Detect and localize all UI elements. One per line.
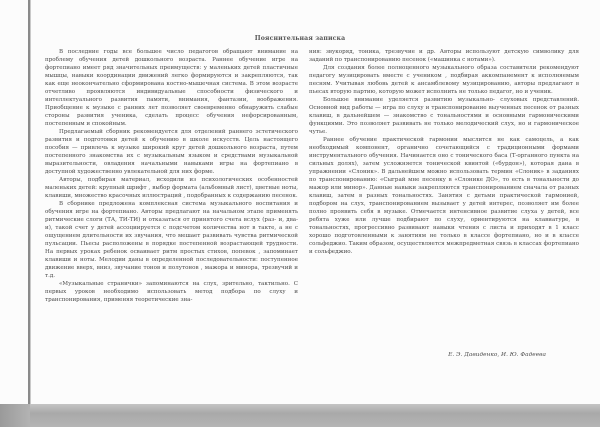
page-title: Пояснительная записка: [254, 35, 346, 42]
author-signature: Е. Э. Давиденко, И. Ю. Фадеева: [448, 352, 546, 358]
paragraph: Большое внимание уделяется развитию музыкально- слуховых представлений. Основной вид работы — игра по слуху и транспонирование выученных песенок от разных клавиш, в дальнейшем — знакомство с тональностями и основными гармоническими функциями. Это позволяет развивать не только мелодический слух, но и гармоническое чутье.: [309, 97, 579, 135]
paragraph: «Музыкальные странички» запоминаются на слух, зрительно, тактильно. С первых уроков необходимо использовать метод подбора по слуху и транспонирования, применяя теоретические зна-: [45, 281, 298, 303]
paragraph: В последние годы все большее число педагогов обращают внимание на проблему обучения детей дошкольного возраста. Раннее обучение игре на фортепиано имеет ряд значительных преимуществ: у маленьких детей пластичные мышцы, навыки координации движений легко формируются и закрепляются, так как еще неокончательно сформирована костно-мышечная система. В этом возрасте отчетливо проявляются индивидуальные способности физического и интеллектуального развития памяти, внимания, фантазии, воображения. Приобщение к музыке с ранних лет позволяет своевременно обнаружить слабые стороны развития ученика, сделать процесс обучения нефорсированным, постепенным и спокойным.: [45, 49, 298, 127]
paragraph: В сборнике предложена комплексная система музыкального воспитания и обучения игре на фортепиано. Авторы предлагают на начальном этапе применять ритмические слоги (ТА, ТИ-ТИ) и отказаться от принятого счета вслух (раз- и, два- и), такой счет у детей ассоциируется с подсчетом количества нот в такте, а не с ощущением длительности их звучания, что мешает развивать чувства ритмической пульсации. Пьесы расположены в порядке постепенной возрастающей трудности. На первых уроках ребенок осваивает ритм простых стихов, попевок , запоминает клавиши и ноты. Мелодии даны в определенной последовательности: поступенное движение вверх, вниз, звучание тонов и полутонов , мажора и минора, трезвучий и т.д.: [45, 201, 298, 279]
paragraph: Авторы, подбирая материал, исходили из психологических особенностей маленьких детей: крупный шрифт , выбор формата (альбомный лист), цветные ноты, клавиши, множество красочных иллюстраций , подобранных к содержанию песенок.: [45, 177, 298, 199]
book-spine-shadow: [30, 0, 31, 410]
right-column: [309, 48, 579, 256]
paragraph-continued: ния: звукоряд, тоника, трезвучие и др. Авторы используют детскую символику для заданий по транспонированию песенок («машинка с нотами»).: [309, 49, 579, 63]
paragraph: Предлагаемый сборник рекомендуется для отделений раннего эстетического развития и подготовки детей к обучению в школе искусств. Цель настоящего пособия — привлечь к музыке широкий круг детей дошкольного возраста, путем постепенного знакомства их с музыкальным языком и средствами музыкальной выразительности, овладения начальными навыками игры на фортепиано в доступной художественно увлекательной для них форме.: [45, 129, 298, 175]
paragraph: Раннее обучение практической гармонии мыслится не как самоцель, а как необходимый компонент, органично сочетающийся с традиционными формами инструментального обучения. Начинается оно с тонического баса (Т-органного пункта на сильных долях), затем усложняется тонической квинтой («бурдон»), которая дана в упражнении «Слоник». В дальнейшем можно использовать термин «Слоник» в заданиях по транспонированию: «Сыграй мне песенку в «Слонике ДО», то есть в тональности до мажор или минор». Данные навыки закрепляются транспонированием сначала от разных клавиш, затем в разных тональностях. Занятия с детьми практической гармонией, подбором на слух, транспонированием вызывает у детей интерес, позволяет им более полно проявить себя в музыке. Отмечается интенсивное развитие слуха у детей, все ребята хуже или лучше подбирают по слуху, ориентируются на клавиатуре, в тональностях, прогрессивно развивают навыки чтения с листа и приходят в 1 класс хорошо подготовленными к занятиям не только в классе фортепиано, но и в классе сольфеджио. Таким образом, осуществляется межпредметная связь в классах фортепиано и сольфеджио.: [309, 137, 579, 255]
paragraph: Для создания более полноценного музыкального образа составители рекомендуют педагогу музицировать вместе с учеником , подбирая аккомпанемент к исполняемым песням. Учитывая любовь детей к ансамблевому музицированию, авторы предлагают в пьесах вторую партию, которую может исполнить не только педагог, но и ученик.: [309, 65, 579, 95]
left-column: [45, 48, 298, 304]
scan-bottom-edge: [0, 404, 600, 427]
